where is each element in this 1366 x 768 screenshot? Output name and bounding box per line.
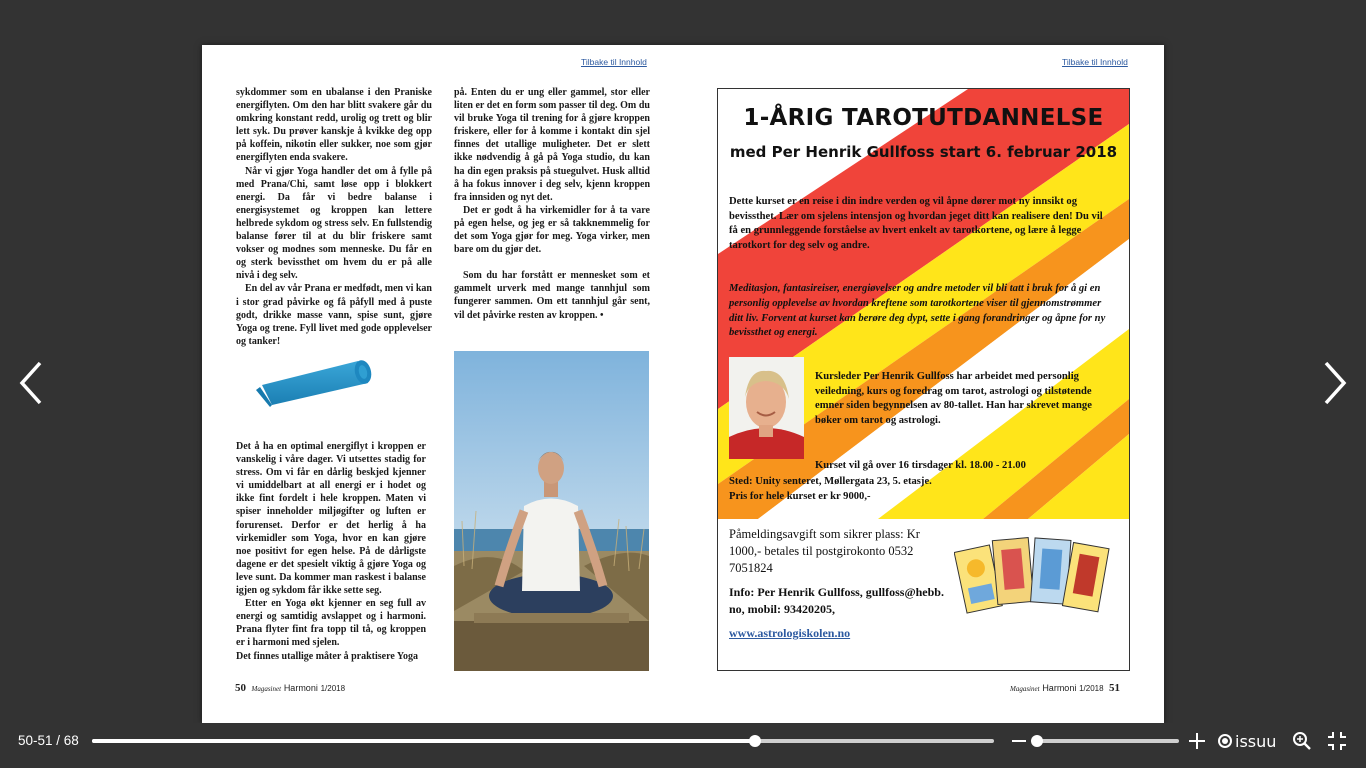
paragraph: sykdommer som en ubalanse i den Praniske energiflyten. Om den har blitt svakere går du omkring konstant redd, urolig og trett og blir lett syk. Du prøver kanskje å kvikke deg opp på koffein, nikotin eller sukker, noe som gjør energiflyten enda svakere. <box>236 87 432 164</box>
issuu-logo-link[interactable] <box>1218 731 1276 751</box>
ad-subtitle: med Per Henrik Gullfoss start 6. februar 2018 <box>729 143 1118 161</box>
ad-title: 1-ÅRIG TAROTUTDANNELSE <box>743 105 1104 131</box>
page-number: 50 <box>235 682 246 694</box>
paragraph: En del av vår Prana er medfødt, men vi kan i stor grad påvirke og få påfyll med å puste godt, drikke masse vann, spise sunt, gjøre Yoga og trene. Fyll livet med gode opplevelser og tanker! <box>236 283 432 347</box>
paragraph: Som du har forstått er mennesket som et gammelt urverk med mange tannhjul som fungerer sammen. Om ett tannhjul går sent, vil det påvirke resten av kroppen. • <box>454 270 650 321</box>
magazine-label: Magasinet <box>251 685 282 693</box>
ad-contact-info: Info: Per Henrik Gullfoss, gullfoss@hebb. no, mobil: 93420205, <box>729 585 944 616</box>
article-column-2 <box>454 86 650 322</box>
page-51 <box>683 45 1164 723</box>
astrology-school-link[interactable]: www.astrologiskolen.no <box>729 626 851 640</box>
issue-label: 1/2018 <box>320 684 346 693</box>
issuu-brand-text: issuu <box>1235 731 1277 751</box>
progress-knob[interactable] <box>749 735 761 747</box>
paragraph: Det er godt å ha virkemidler for å ta vare på egen helse, og jeg er så takknemmelig for det som Yoga gjør for meg. Yoga virker, men bare om du gjør det. <box>454 204 650 256</box>
magazine-name: Harmoni <box>1042 683 1077 693</box>
paragraph: Når vi gjør Yoga handler det om å fylle på med Prana/Chi, samt løse opp i blokkert energi. Da får vi bedre balanse i energisystemet og kroppen kan lettere helbrede sykdom og stress selv. En fullstendig balanse fører til at du blir friskere samt vokser og modnes som menneske. Du får en og sterk bevissthet om hvem du er på alle nivå i deg selv. <box>236 165 432 282</box>
ad-place-price <box>729 475 1114 504</box>
exit-fullscreen-icon <box>1326 731 1348 751</box>
issue-label: 1/2018 <box>1079 684 1104 693</box>
ad-place: Sted: Unity senteret, Møllergata 23, 5. etasje. <box>729 476 932 487</box>
exit-fullscreen-button[interactable] <box>1326 731 1348 751</box>
magazine-spread <box>202 45 1164 723</box>
paragraph: Det finnes utallige måter å praktisere Yoga <box>236 650 419 662</box>
page-progress-slider[interactable] <box>92 739 994 743</box>
page-footer-left <box>235 682 345 694</box>
back-to-contents-link-left[interactable]: Tilbake til Innhold <box>581 57 647 67</box>
ad-italic-text: Meditasjon, fantasireiser, energiøvelser og andre metoder vil bli tatt i bruk for å gi en personlig opplevelse av hvordan kreftene som tarotkortene viser til gjennomstrømmer ditt liv. Forvent at kurset kan berøre deg dypt, sette i gang forandringer og åpne for ny bevissthet og energi. <box>729 283 1106 339</box>
paragraph: på. Enten du er ung eller gammel, stor eller liten er det en form som passer til deg. Om du vil bruke Yoga til trening for å gjøre kroppen friskere, eller for å komme i kontakt din sjel finnes det utallige muligheter. Det er slett ikke nødvendig å gå på Yoga studio, du kan ha din egen praksis på stuegulvet. Husk alltid å ha fokus innover i deg selv, kjenn kroppen fra innsiden og nyt det. <box>454 87 650 203</box>
page-number: 51 <box>1109 682 1121 694</box>
page-counter: 50-51 / 68 <box>18 733 79 748</box>
zoom-search-button[interactable] <box>1292 731 1312 751</box>
tarot-course-ad <box>717 88 1130 671</box>
article-column-1-top <box>236 86 432 348</box>
magazine-label: Magasinet <box>1010 685 1040 693</box>
zoom-search-icon <box>1292 731 1312 751</box>
ad-bio-text: Kursleder Per Henrik Gullfoss har arbeidet med personlig veiledning, kurs og foredrag om tarot, astrologi og tilstøtende emner siden begynnelsen av 80-tallet. Han har skrevet mange bøker om tarot og astrologi. <box>815 371 1092 426</box>
paragraph: Det å ha en optimal energiflyt i kroppen er vanskelig i våre dager. Vi utsettes stadig for stress. Om vi får en dårlig beskjed kjenner vi umiddelbart at all energi er i hodet og ikke fint fordelt i hele kroppen. Maten vi spiser inneholder miljøgifter og luften er forurenset. Derfor er det herlig å ha virkemidler som Yoga, hvor en kan gjøre noe positivt for egen helse. På de dårligste dagene er det spesielt viktig å gjøre Yoga og leve sunt. Da kommer man raskest i balanse igjen og sykdom får ikke sette seg. <box>236 441 426 597</box>
magazine-name: Harmoni <box>283 683 318 693</box>
zoom-in-button[interactable] <box>1187 731 1207 751</box>
previous-page-button[interactable] <box>18 360 44 406</box>
zoom-slider[interactable] <box>1037 739 1179 743</box>
ad-course-schedule: Kurset vil gå over 16 tirsdager kl. 18.00 - 21.00 <box>815 460 1026 471</box>
chevron-left-icon <box>18 360 44 406</box>
page-footer-right <box>1010 682 1120 694</box>
ad-price: Pris for hele kurset er kr 9000,- <box>729 490 871 502</box>
progress-fill <box>92 739 755 743</box>
issuu-logo-icon <box>1218 734 1232 748</box>
tarot-cards-image <box>954 527 1114 627</box>
paragraph: Etter en Yoga økt kjenner en seg full av energi og samtidig avslappet og i harmoni. Prana flyter fint fra topp til tå, og kroppen er i harmoni med sjelen. <box>236 598 426 649</box>
next-page-button[interactable] <box>1322 360 1348 406</box>
instructor-portrait <box>729 357 804 459</box>
ad-intro-text: Dette kurset er en reise i din indre verden og vil åpne dører mot ny innsikt og bevissthet. Lær om sjelens intensjon og hvordan jeget ditt kan realisere den! Du vil få en grunnleggende forståelse av hvert enkelt av tarotkortene, og lære å legge tarotkort for deg selv og andre. <box>729 196 1103 251</box>
page-50 <box>202 45 683 723</box>
zoom-out-icon <box>1010 731 1028 751</box>
ad-signup-text: Påmeldingsavgift som sikrer plass: Kr 1000,- betales til postgirokonto 0532 7051824 <box>729 527 920 575</box>
zoom-in-icon <box>1187 731 1207 751</box>
zoom-knob[interactable] <box>1031 735 1043 747</box>
back-to-contents-link-right[interactable]: Tilbake til Innhold <box>1062 57 1128 67</box>
meditation-photo <box>454 351 649 671</box>
viewer-toolbar <box>0 723 1366 768</box>
zoom-out-button[interactable] <box>1010 731 1028 751</box>
article-column-1-bottom <box>236 440 426 663</box>
chevron-right-icon <box>1322 360 1348 406</box>
yoga-mat-image <box>250 343 380 423</box>
